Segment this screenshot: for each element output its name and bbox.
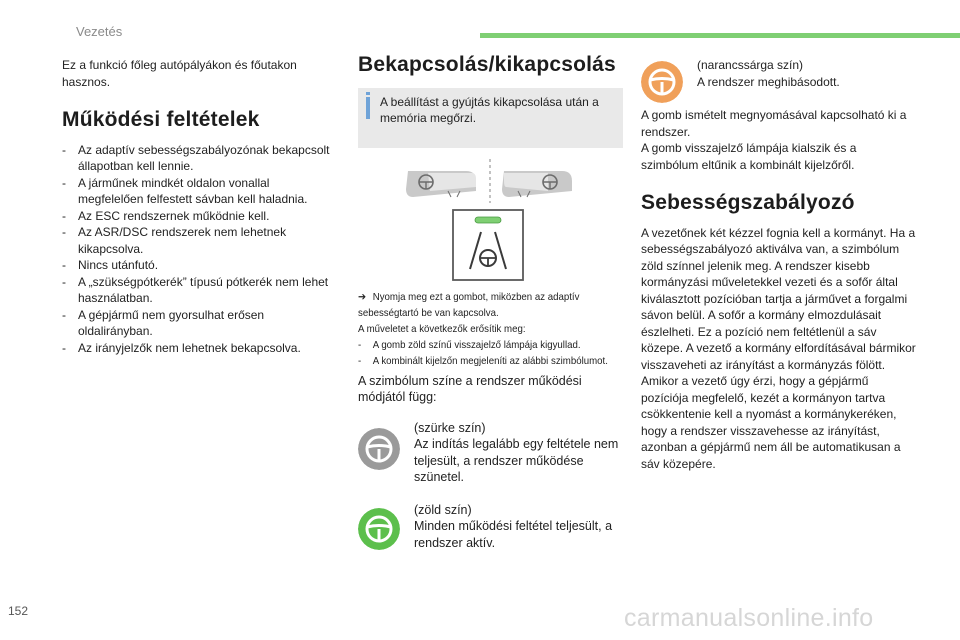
column-left xyxy=(62,57,332,356)
speed-control-title: Sebességszabályozó xyxy=(641,191,855,214)
press-instruction: ➔ Nyomja meg ezt a gombot, miközben az adaptív sebességtartó be van kapcsolva. xyxy=(358,290,580,319)
intro-text: Ez a funkció főleg autópályákon és főutakon hasznos. xyxy=(62,58,297,89)
condition-item: - Az adaptív sebességszabályozónak bekapcsolt állapotban kell lennie. xyxy=(62,142,332,175)
conditions-list xyxy=(62,142,332,357)
grey-steering-wheel-icon xyxy=(358,428,400,470)
info-note-text: A beállítást a gyújtás kikapcsolása után a memória megőrzi. xyxy=(380,94,599,125)
button-figure xyxy=(358,157,623,283)
state-grey-label: (szürke szín) xyxy=(414,420,486,435)
confirm-item: - A kombinált kijelzőn megjeleníti az alábbi szimbólumot. xyxy=(358,353,625,369)
conditions-title: Működési feltételek xyxy=(62,108,260,131)
section-header: Vezetés xyxy=(76,24,123,39)
info-note xyxy=(358,88,623,148)
state-green xyxy=(358,502,623,552)
toggle-off-text: A gomb ismételt megnyomásával kapcsolható ki a rendszer. xyxy=(641,108,907,139)
condition-item: - A járműnek mindkét oldalon vonallal megfelelően felfestett sávban kell haladnia. xyxy=(62,175,332,208)
press-instructions xyxy=(358,289,625,369)
activation-title: Bekapcsolás/kikapcsolás xyxy=(358,53,616,76)
header-accent-bar xyxy=(480,33,960,38)
state-grey-text: Az indítás legalább egy feltétele nem teljesült, a rendszer működése szünetel. xyxy=(414,437,619,484)
orange-steering-wheel-icon xyxy=(641,61,683,103)
state-grey xyxy=(358,420,623,486)
confirm-item: - A gomb zöld színű visszajelző lámpája kigyullad. xyxy=(358,337,625,353)
condition-item: - A gépjármű nem gyorsulhat erősen oldalirányban. xyxy=(62,307,332,340)
state-green-label: (zöld szín) xyxy=(414,502,472,517)
lane-assist-button-illustration xyxy=(358,157,623,283)
condition-item: - A „szükségpótkerék” típusú pótkerék nem lehet használatban. xyxy=(62,274,332,307)
condition-item: - Az ASR/DSC rendszerek nem lehetnek kikapcsolva. xyxy=(62,224,332,257)
state-orange xyxy=(641,57,916,101)
column-middle xyxy=(358,53,623,551)
confirm-intro: A műveletet a következők erősítik meg: xyxy=(358,322,526,335)
toggle-off-text-2: A gomb visszajelző lámpája kialszik és a szimbólum eltűnik a kombinált kijelzőről. xyxy=(641,141,857,172)
state-green-text: Minden működési feltétel teljesült, a rendszer aktív. xyxy=(414,519,613,550)
arrow-right-icon: ➔ xyxy=(358,290,367,303)
green-steering-wheel-icon xyxy=(358,508,400,550)
page-number: 152 xyxy=(8,604,29,618)
column-right xyxy=(641,57,916,472)
condition-item: - Az ESC rendszernek működnie kell. xyxy=(62,208,332,225)
state-orange-text: A rendszer meghibásodott. xyxy=(697,74,840,89)
speed-control-body: A vezetőnek két kézzel fognia kell a kormányt. Ha a sebességszabályozó aktiválva van, a szimbólum zöld színnel jelenik meg. A rendszer kisebb kormányzási műveletekkel vezeti és a sofőr által kiválasztott pozícióban tartja a járművet a forgalmi sávon belül. A sofőr a kormány elmozdulásait észlelheti. Ez a pozíció nem feltétlenül a sáv közepe. A vezető a kormány elfordításával bármikor visszaveheti az irányítást a kormányzás fölött. Amikor a vezető úgy érzi, hogy a gépjármű pozíciója megfelelő, kezét a kormányon tartva csökkentenie kell a nyomást a kormánykeréken, hogy a rendszer visszavehesse az irányítást, azonban a gépjármű nem áll be automatikusan a sáv közepére. xyxy=(641,225,916,471)
condition-item: - Az irányjelzők nem lehetnek bekapcsolva. xyxy=(62,340,332,357)
color-intro: A szimbólum színe a rendszer működési módjától függ: xyxy=(358,373,582,404)
condition-item: - Nincs utánfutó. xyxy=(62,257,332,274)
watermark: carmanualsonline.info xyxy=(624,604,874,632)
state-orange-label: (narancssárga szín) xyxy=(697,58,804,72)
info-icon xyxy=(366,92,370,95)
